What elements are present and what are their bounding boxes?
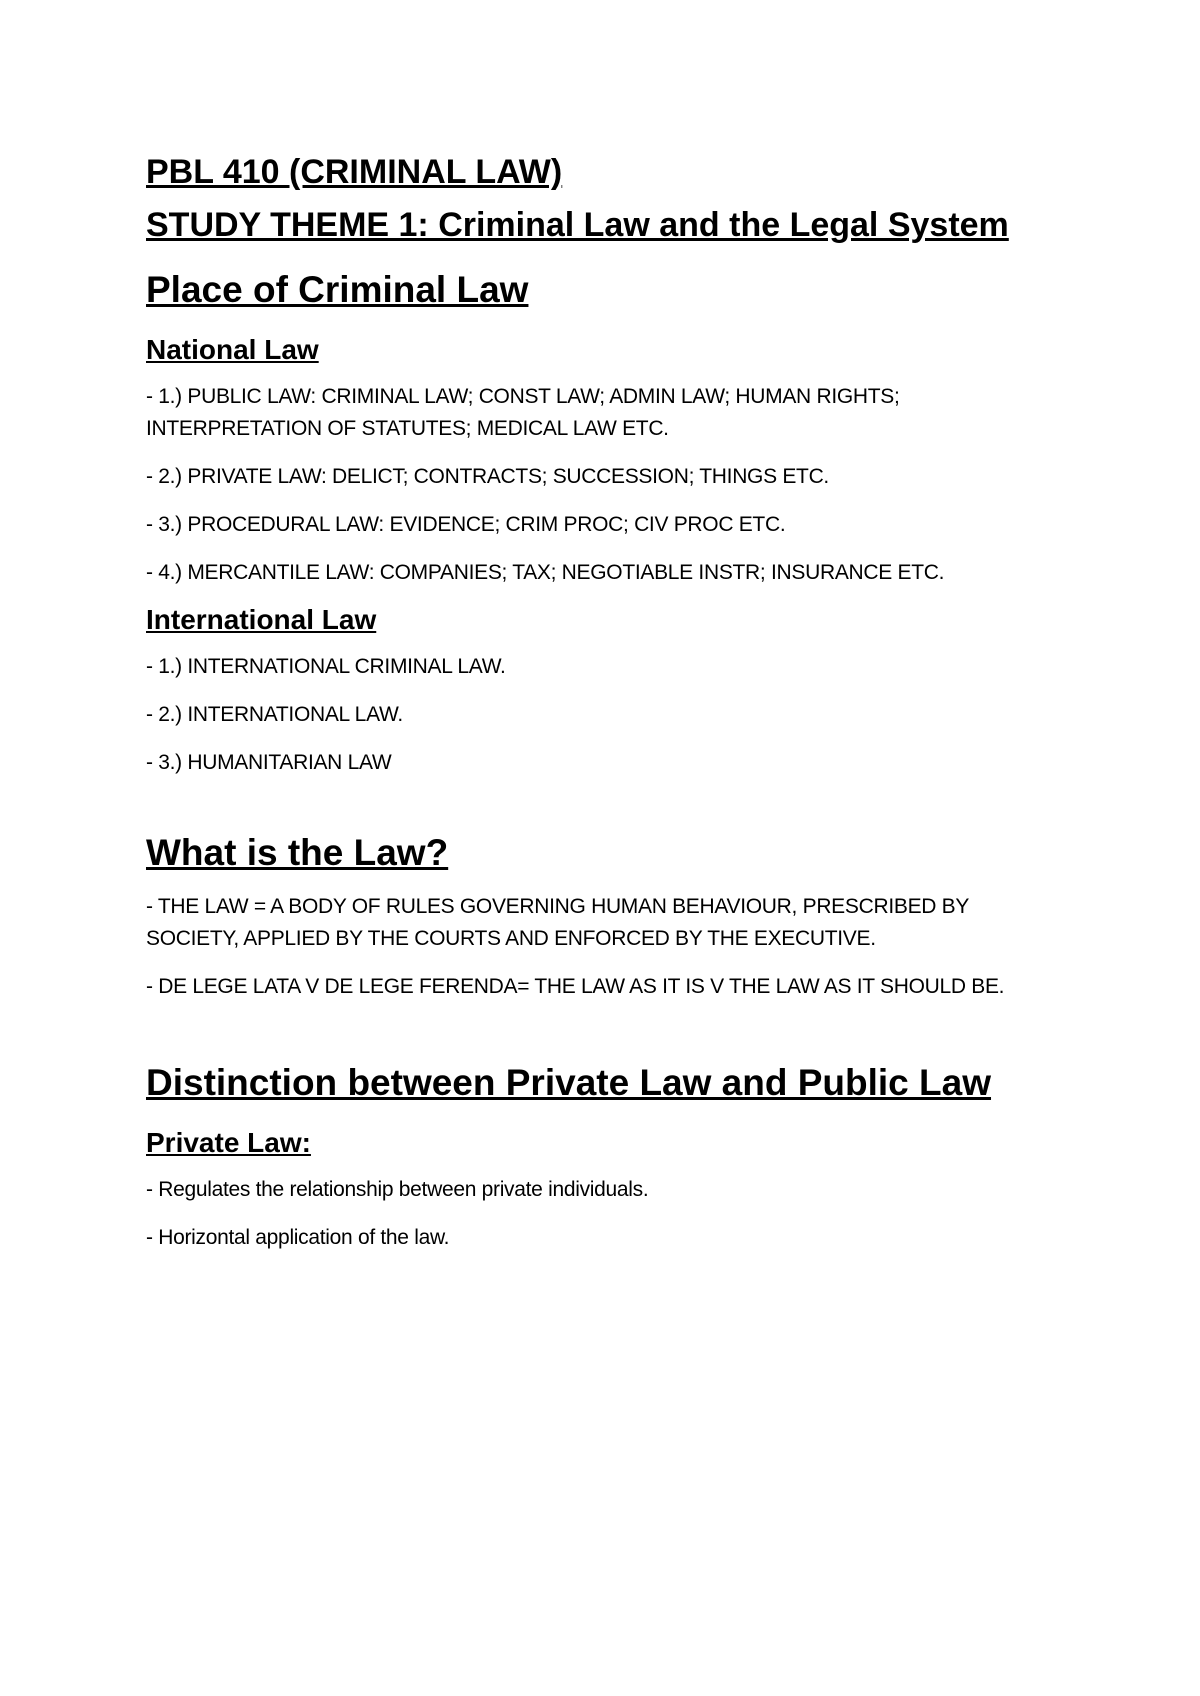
national-law-item-1: - 1.) PUBLIC LAW: CRIMINAL LAW; CONST LAW; ADMIN LAW; HUMAN RIGHTS; INTERPRETATION OF STATUTES; MEDICAL LAW ETC.	[146, 385, 900, 440]
heading-international-law: International Law	[146, 604, 377, 635]
international-law-item-1: - 1.) INTERNATIONAL CRIMINAL LAW.	[146, 655, 506, 678]
what-is-law-item-2: - DE LEGE LATA V DE LEGE FERENDA= THE LAW AS IT IS V THE LAW AS IT SHOULD BE.	[146, 975, 1005, 998]
document-page	[146, 146, 1066, 1254]
national-law-item-3: - 3.) PROCEDURAL LAW: EVIDENCE; CRIM PROC; CIV PROC ETC.	[146, 513, 786, 536]
national-law-item-2: - 2.) PRIVATE LAW: DELICT; CONTRACTS; SUCCESSION; THINGS ETC.	[146, 465, 829, 488]
heading-private-law: Private Law:	[146, 1127, 311, 1158]
national-law-item-4: - 4.) MERCANTILE LAW: COMPANIES; TAX; NEGOTIABLE INSTR; INSURANCE ETC.	[146, 561, 945, 584]
document-title-line2: STUDY THEME 1: Criminal Law and the Legal System	[146, 206, 1009, 244]
what-is-law-item-1: - THE LAW = A BODY OF RULES GOVERNING HUMAN BEHAVIOUR, PRESCRIBED BY SOCIETY, APPLIED BY THE COURTS AND ENFORCED BY THE EXECUTIVE.	[146, 895, 969, 950]
private-law-item-1: - Regulates the relationship between private individuals.	[146, 1178, 649, 1201]
private-law-item-2: - Horizontal application of the law.	[146, 1226, 450, 1249]
international-law-item-3: - 3.) HUMANITARIAN LAW	[146, 751, 392, 774]
international-law-item-2: - 2.) INTERNATIONAL LAW.	[146, 703, 403, 726]
heading-what-is-the-law: What is the Law?	[146, 832, 449, 873]
heading-distinction-private-public: Distinction between Private Law and Public Law	[146, 1062, 992, 1103]
document-title-line1: PBL 410 (CRIMINAL LAW)	[146, 153, 563, 191]
heading-national-law: National Law	[146, 334, 319, 365]
heading-place-of-criminal-law: Place of Criminal Law	[146, 269, 529, 310]
